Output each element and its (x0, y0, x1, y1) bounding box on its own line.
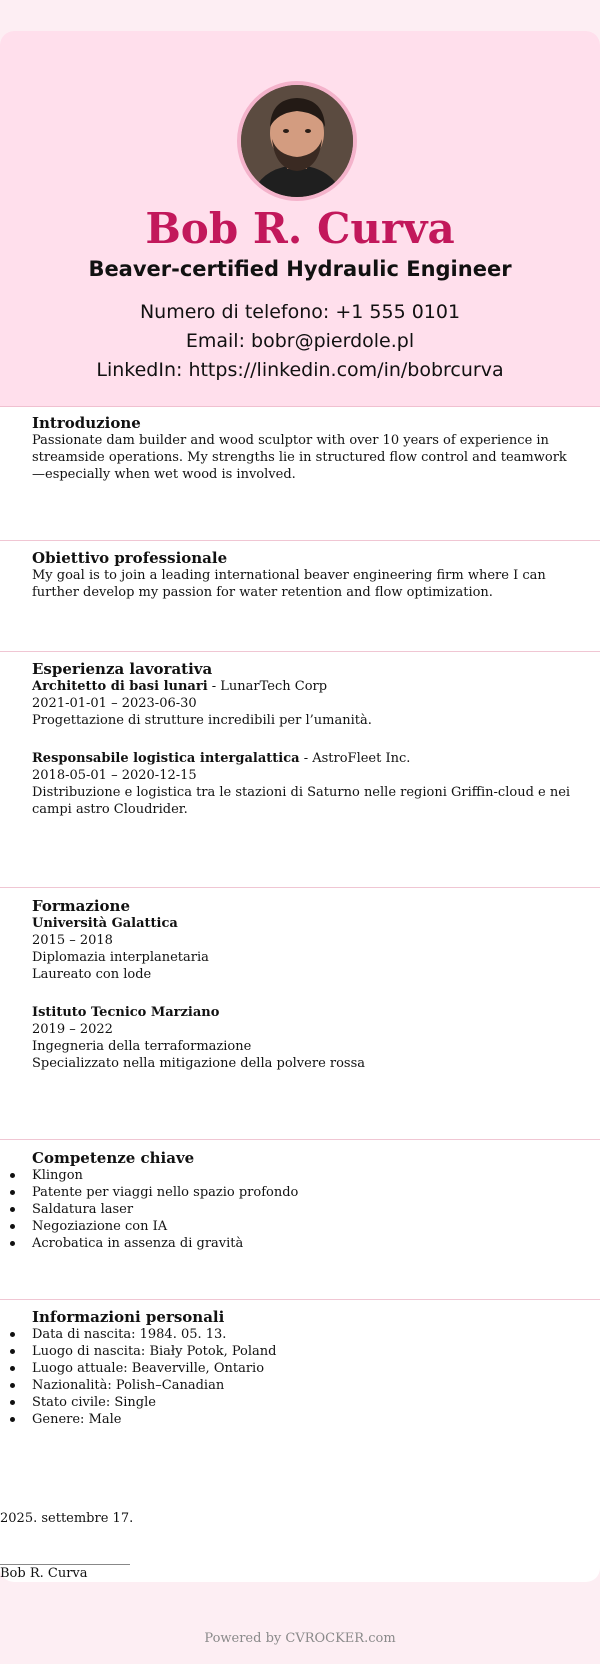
section-divider (0, 887, 600, 888)
list-item: Acrobatica in assenza di gravità (32, 1235, 572, 1252)
job-title: Beaver-certified Hydraulic Engineer (88, 257, 512, 281)
list-item: Data di nascita: 1984. 05. 13. (32, 1326, 572, 1343)
resume-card (0, 31, 600, 1582)
email-line: Email: bobr@pierdole.pl (185, 330, 415, 352)
list-item: Klingon (32, 1167, 572, 1184)
job-company: - AstroFleet Inc. (299, 751, 411, 766)
objective-section (32, 549, 572, 601)
list-item: Patente per viaggi nello spazio profondo (32, 1184, 572, 1201)
school-years: 2019 – 2022 (32, 1022, 113, 1037)
school-note: Specializzato nella mitigazione della polvere rossa (32, 1056, 366, 1071)
list-item: Stato civile: Single (32, 1394, 572, 1411)
list-item: Luogo attuale: Beaverville, Ontario (32, 1360, 572, 1377)
section-divider (0, 1139, 600, 1140)
skills-list (32, 1167, 572, 1252)
school-note: Laureato con lode (32, 967, 152, 982)
personal-list (32, 1326, 572, 1428)
job-company: - LunarTech Corp (207, 679, 328, 694)
school-name: Istituto Tecnico Marziano (32, 1005, 220, 1020)
school-field: Ingegneria della terraformazione (32, 1039, 252, 1054)
experience-entry (32, 678, 572, 729)
section-divider (0, 540, 600, 541)
list-item: Nazionalità: Polish–Canadian (32, 1377, 572, 1394)
personal-section (32, 1308, 572, 1428)
job-description: Distribuzione e logistica tra le stazioni di Saturno nelle regioni Griffin-cloud e nei campi astro Cloudrider. (32, 785, 571, 817)
experience-heading: Esperienza lavorativa (32, 660, 213, 678)
school-field: Diplomazia interplanetaria (32, 950, 209, 965)
experience-entry (32, 750, 572, 818)
list-item: Genere: Male (32, 1411, 572, 1428)
experience-section (32, 660, 572, 818)
signature-name: Bob R. Curva (0, 1566, 88, 1581)
avatar (237, 81, 357, 201)
job-dates: 2018-05-01 – 2020-12-15 (32, 768, 197, 783)
phone-line: Numero di telefono: +1 555 0101 (139, 301, 461, 323)
job-description: Progettazione di strutture incredibili per l’umanità. (32, 713, 372, 728)
job-role: Architetto di basi lunari (32, 679, 208, 694)
list-item: Saldatura laser (32, 1201, 572, 1218)
introduction-heading: Introduzione (32, 414, 141, 432)
objective-text: My goal is to join a leading international beaver engineering firm where I can further develop my passion for water retention and flow optimization. (32, 568, 546, 600)
education-entry (32, 915, 572, 983)
school-name: Università Galattica (32, 916, 178, 931)
list-item: Luogo di nascita: Biały Potok, Poland (32, 1343, 572, 1360)
school-years: 2015 – 2018 (32, 933, 113, 948)
signature-date: 2025. settembre 17. (0, 1511, 134, 1526)
skills-heading: Competenze chiave (32, 1149, 195, 1167)
education-entry (32, 1004, 572, 1072)
footer-credit[interactable]: Powered by CVROCKER.com (204, 1631, 396, 1646)
education-section (32, 897, 572, 1072)
job-dates: 2021-01-01 – 2023-06-30 (32, 696, 197, 711)
section-divider (0, 1299, 600, 1300)
objective-heading: Obiettivo professionale (32, 549, 228, 567)
resume-header (0, 31, 600, 407)
list-item: Negoziazione con IA (32, 1218, 572, 1235)
job-role: Responsabile logistica intergalattica (32, 751, 300, 766)
linkedin-line: LinkedIn: https://linkedin.com/in/bobrcurva (96, 359, 504, 381)
skills-section (32, 1149, 572, 1252)
section-divider (0, 651, 600, 652)
education-heading: Formazione (32, 897, 130, 915)
candidate-name: Bob R. Curva (145, 204, 455, 253)
introduction-text: Passionate dam builder and wood sculptor with over 10 years of experience in streamside operations. My strengths lie in structured flow control and teamwork—especially when wet wood is involved. (32, 433, 567, 482)
introduction-section (32, 414, 572, 483)
personal-heading: Informazioni personali (32, 1308, 225, 1326)
